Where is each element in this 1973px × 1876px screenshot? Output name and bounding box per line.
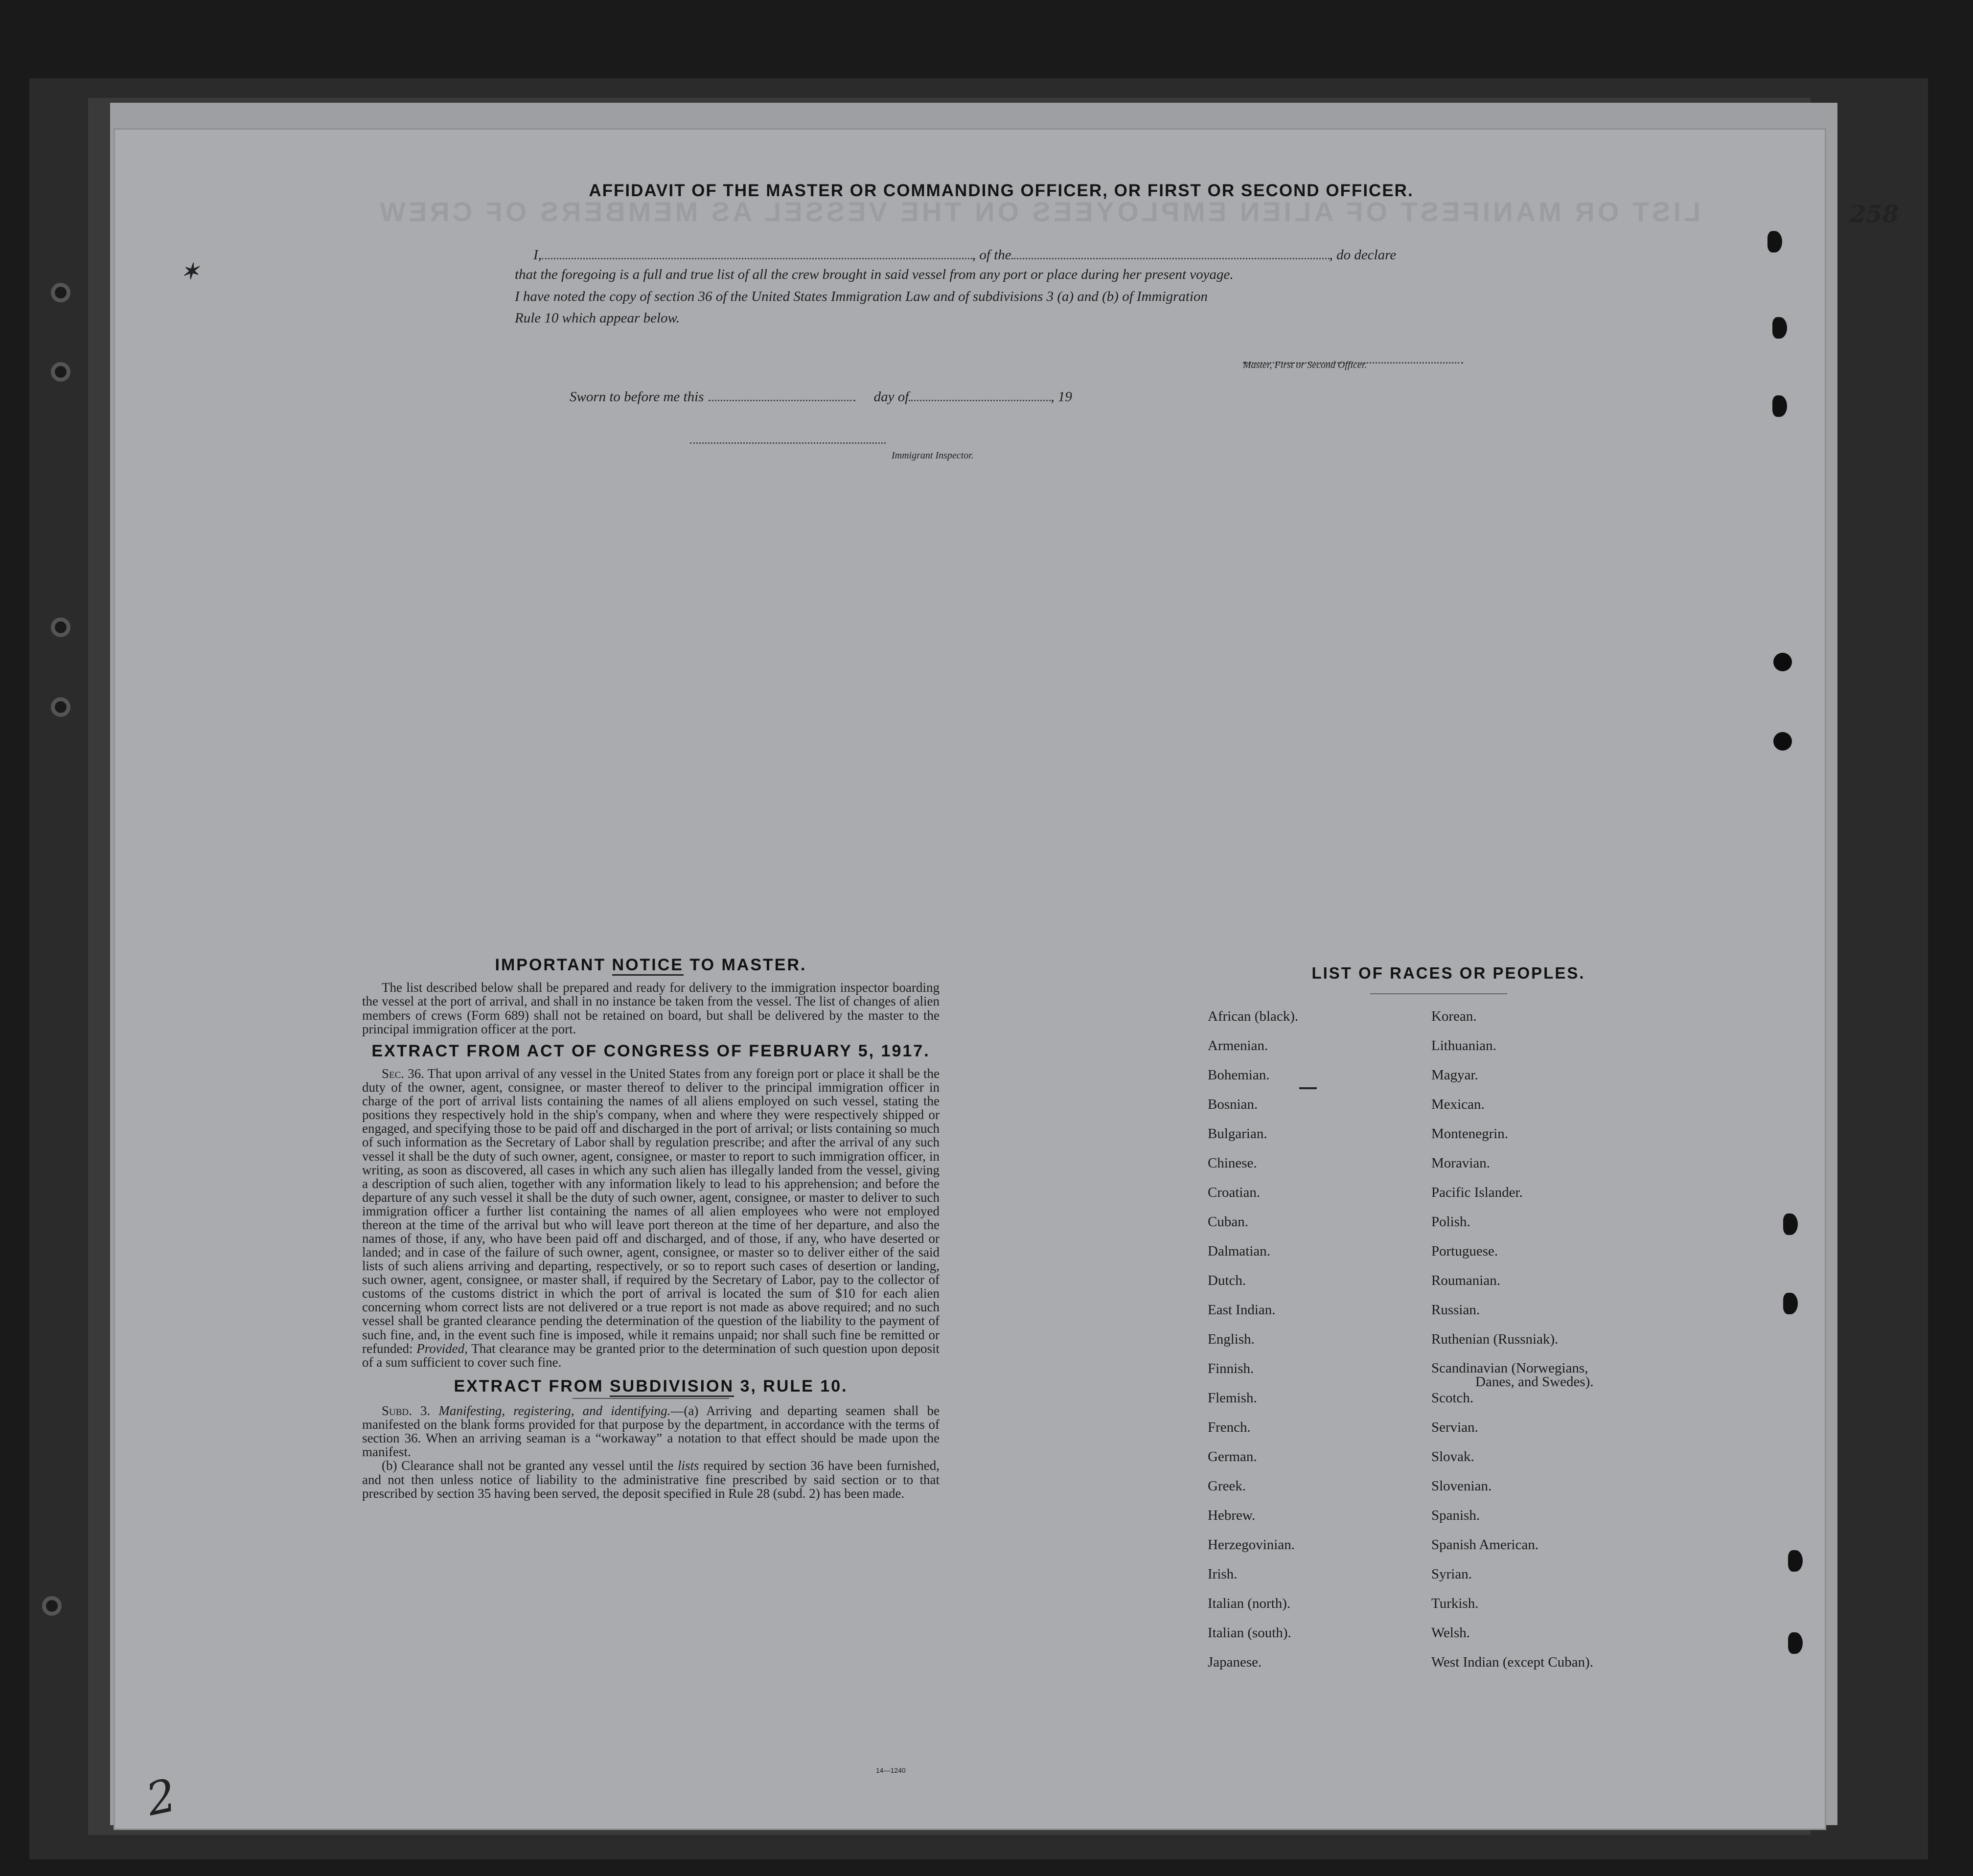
section-36-text: Sec. 36. That upon arrival of any vessel in the United States from any foreign port or place it shall be the duty of the owner, agent, consignee, or master thereof to deliver to the principal immigration officer in charge of the port of arrival lists containing the names of all aliens employed on such vessel, stating the positions they respectively hold in the ship's company, when and where they were respectively shipped or engaged, and specifying those to be paid off and discharged in the port of arrival; or lists containing so much of such information as the Secretary of Labor shall by regulation prescribe; and after the arrival of any such vessel it shall be the duty of such owner, agent, consignee, or master to report to such immigration officer, in writing, as soon as discovered, all cases in which any such alien has illegally landed from the vessel, giving a description of such alien, together with any information likely to lead to his apprehension; and before the departure of any such vessel it shall be the duty of such owner, agent, consignee, or master to deliver to such immigration officer a further list containing the names of all alien employees who were not employed thereon at the time of the arrival but who will leave port thereon at the time of her departure, and also the names of those, if any, who have been paid off and discharged, and of those, if any, who have deserted or landed; and in case of the failure of such owner, agent, consignee, or master so to deliver either of the said lists of such aliens arriving and departing, respectively, or so to report such cases of desertion or landing, such owner, agent, consignee, or master shall, if required by the Secretary of Labor, pay to the collector of customs of the customs district in which the port of arrival is located the sum of $10 for each alien concerning whom correct lists are not delivered or a true report is not made as above required; and no such vessel shall be granted clearance pending the determination of the question of the liability to the payment of such fine, and, in the event such fine is imposed, while it remains unpaid; nor shall such fine be remitted or refunded: Provided, That clearance may be granted prior to the determination of such question upon deposit of a sum sufficient to cover such fine. xyxy=(362,1066,940,1370)
race-item: Scandinavian (Norwegians, Danes, and Swedes). xyxy=(1431,1360,1594,1390)
race-item: German. xyxy=(1208,1449,1257,1464)
form-number: 14—1240 xyxy=(876,1766,906,1774)
race-item: Syrian. xyxy=(1431,1566,1472,1582)
punch-hole xyxy=(1783,1293,1798,1314)
affidavit-line-2: that the foregoing is a full and true list of all the crew brought in said vessel from any port or place during her present voyage. xyxy=(515,267,1234,282)
binder-hole xyxy=(51,618,70,637)
punch-hole xyxy=(1788,1632,1803,1654)
race-item: Dalmatian. xyxy=(1208,1243,1271,1259)
punch-hole xyxy=(1773,732,1792,751)
race-item: Korean. xyxy=(1431,1008,1477,1024)
punch-hole xyxy=(1788,1550,1803,1572)
pencil-dash-mark xyxy=(1299,1087,1317,1089)
race-item: Finnish. xyxy=(1208,1361,1254,1376)
subdivision-a-text: Subd. 3. Manifesting, registering, and identifying.—(a) Arriving and departing seamen shall be manifested on the blank forms provided for that purpose by the department, in accordance with the terms of section 36. When an arriving seaman is a “workaway” a notation to that effect should be made upon the manifest. xyxy=(362,1403,940,1460)
inspector-caption: Immigrant Inspector. xyxy=(892,450,974,461)
binder-hole xyxy=(51,697,70,717)
race-item: Greek. xyxy=(1208,1478,1246,1494)
affidavit-line-3: I have noted the copy of section 36 of the United States Immigration Law and of subdivisions 3 (a) and (b) of Immigration xyxy=(515,289,1208,304)
race-item: Turkish. xyxy=(1431,1596,1479,1611)
race-item: Scotch. xyxy=(1431,1390,1474,1406)
punch-hole xyxy=(1783,1213,1798,1235)
race-item: Lithuanian. xyxy=(1431,1038,1496,1053)
notice-column xyxy=(362,957,940,1500)
inspector-signature-blank xyxy=(690,432,886,448)
do-declare-label: , do declare xyxy=(1329,247,1397,263)
binder-hole xyxy=(51,283,70,302)
race-item: Magyar. xyxy=(1431,1067,1478,1083)
race-item: Bulgarian. xyxy=(1208,1126,1267,1142)
race-item: Hebrew. xyxy=(1208,1508,1256,1523)
race-item: Armenian. xyxy=(1208,1038,1268,1053)
race-item: Herzegovinian. xyxy=(1208,1537,1295,1553)
rule-title: EXTRACT FROM SUBDIVISION 3, RULE 10. xyxy=(362,1378,940,1395)
subdivision-b-text: (b) Clearance shall not be granted any vessel until the lists required by section 36 have been furnished, and not then unless notice of liability to the administrative fine prescribed by said section or to that prescribed by section 35 having been served, the deposit specified in Rule 28 (subd. 2) has been made. xyxy=(362,1458,940,1501)
ink-blot: ✶ xyxy=(180,258,200,285)
race-item: East Indian. xyxy=(1208,1302,1276,1318)
race-item: Ruthenian (Russniak). xyxy=(1431,1331,1559,1347)
corner-handwritten-number: 258 xyxy=(1850,201,1899,228)
punch-hole xyxy=(1773,653,1792,671)
master-name-blank xyxy=(542,258,972,259)
binder-hole xyxy=(51,362,70,382)
race-item: Irish. xyxy=(1208,1566,1238,1582)
year-prefix: , 19 xyxy=(1051,389,1072,405)
vessel-name-blank xyxy=(1011,258,1330,259)
race-item: Russian. xyxy=(1431,1302,1480,1318)
race-item: Chinese. xyxy=(1208,1155,1257,1171)
races-title: LIST OF RACES OR PEOPLES. xyxy=(1311,964,1585,982)
race-item: Spanish American. xyxy=(1431,1537,1539,1553)
notice-title: IMPORTANT NOTICE TO MASTER. xyxy=(362,957,940,974)
race-item: Servian. xyxy=(1431,1419,1478,1435)
race-item: Montenegrin. xyxy=(1431,1126,1509,1142)
binder-hole xyxy=(42,1596,62,1616)
race-item: Italian (north). xyxy=(1208,1596,1291,1611)
i-label: I, xyxy=(533,247,542,263)
of-the-label: , of the xyxy=(972,247,1011,263)
sworn-label: Sworn to before me this xyxy=(570,389,704,405)
notice-paragraph: The list described below shall be prepared and ready for delivery to the immigration inspector boarding the vessel at the port of arrival, and shall in no instance be taken from the vessel. The list of changes of alien members of crews (Form 689) shall not be retained on board, but shall be delivered by the master to the principal immigration officer at the port. xyxy=(362,980,940,1036)
sworn-line xyxy=(570,389,1072,405)
race-item: Portuguese. xyxy=(1431,1243,1498,1259)
race-item: Dutch. xyxy=(1208,1273,1246,1288)
race-item: Moravian. xyxy=(1431,1155,1490,1171)
races-left-column xyxy=(1208,1009,1298,1684)
race-item: Flemish. xyxy=(1208,1390,1257,1406)
race-item: Cuban. xyxy=(1208,1214,1248,1230)
punch-hole xyxy=(1772,395,1787,417)
race-item: Italian (south). xyxy=(1208,1625,1291,1641)
act-title: EXTRACT FROM ACT OF CONGRESS OF FEBRUARY 5, 1917. xyxy=(371,1041,930,1060)
races-right-column xyxy=(1431,1009,1594,1684)
race-item: Roumanian. xyxy=(1431,1273,1500,1288)
race-item: Japanese. xyxy=(1208,1654,1262,1670)
affidavit-declaration-line xyxy=(533,247,1396,263)
race-item: Pacific Islander. xyxy=(1431,1185,1523,1200)
affidavit-line-4: Rule 10 which appear below. xyxy=(515,310,680,326)
handwritten-page-number: 2 xyxy=(141,1769,181,1826)
race-item: Bohemian. xyxy=(1208,1067,1270,1083)
punch-hole xyxy=(1772,317,1787,339)
affidavit-title: AFFIDAVIT OF THE MASTER OR COMMANDING OFFICER, OR FIRST OR SECOND OFFICER. xyxy=(589,181,1414,200)
race-item: Slovenian. xyxy=(1431,1478,1492,1494)
race-item: Welsh. xyxy=(1431,1625,1470,1641)
rule-divider xyxy=(573,1398,729,1399)
race-item: West Indian (except Cuban). xyxy=(1431,1654,1594,1670)
reverse-side-bleed: LIST OR MANIFEST OF ALIEN EMPLOYEES ON THE VESSEL AS MEMBERS OF CREW xyxy=(377,196,1701,227)
race-item: French. xyxy=(1208,1419,1251,1435)
signature-caption: Master, First or Second Officer. xyxy=(1243,360,1367,370)
race-item: African (black). xyxy=(1208,1008,1299,1024)
race-item: Polish. xyxy=(1431,1214,1470,1230)
races-title-rule xyxy=(1370,993,1507,994)
race-item: Spanish. xyxy=(1431,1508,1480,1523)
day-of-label: day of xyxy=(873,389,909,405)
month-blank xyxy=(909,400,1051,401)
sworn-day-blank xyxy=(709,400,855,401)
race-item: English. xyxy=(1208,1331,1255,1347)
race-item: Slovak. xyxy=(1431,1449,1474,1464)
race-item: Mexican. xyxy=(1431,1097,1485,1112)
race-item: Bosnian. xyxy=(1208,1097,1258,1112)
race-item: Croatian. xyxy=(1208,1185,1261,1200)
punch-hole xyxy=(1767,231,1782,252)
